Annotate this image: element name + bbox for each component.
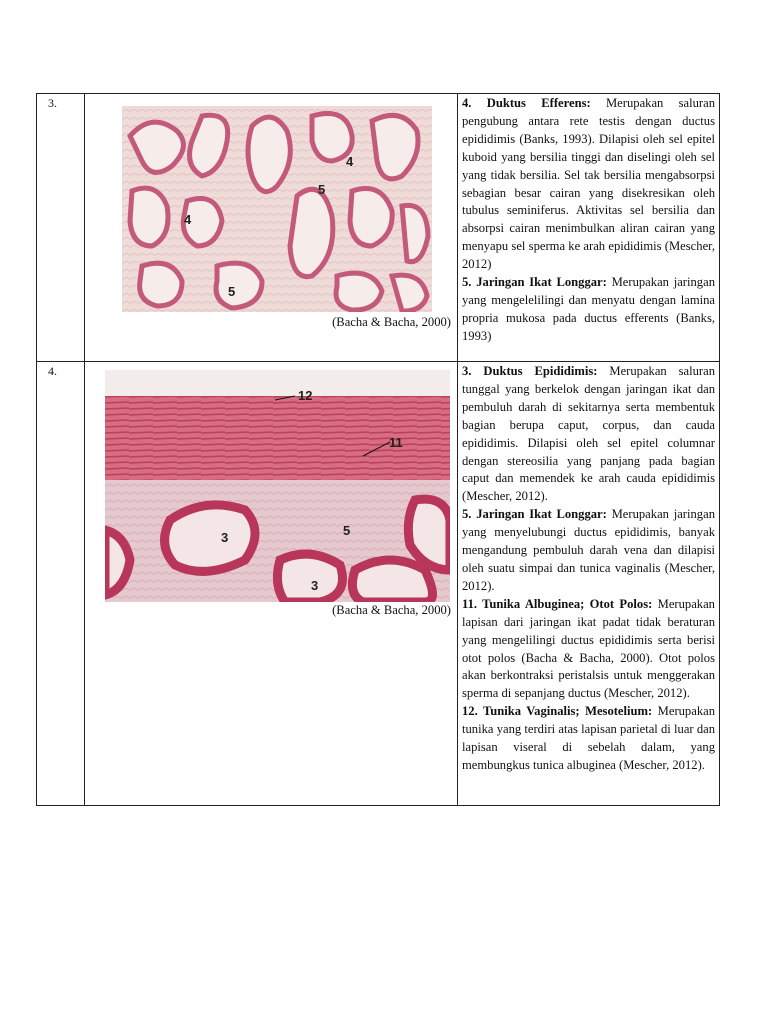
entry-tunika-vaginalis: 12. Tunika Vaginalis; Mesotelium: Merupakan tunika yang terdiri atas lapisan parietal di luar dan lapisan viseral di sebelah dalam, yang membungkus tunica albuginea (Mescher, 2012). <box>462 704 716 772</box>
entry-duktus-epididimis: 3. Duktus Epididimis: Merupakan saluran tunggal yang berkelok dengan jaringan ikat dan pembuluh darah di sekitarnya serta membentuk bagian berupa caput, corpus, dan cauda epididimis. Dilapisi oleh sel epitel columnar dengan stereosilia yang panjang pada bagian caput dan memendek ke arah cauda epididimis (Mescher, 2012). <box>462 364 716 504</box>
figure-label: 12 <box>298 388 313 403</box>
description-cell <box>458 94 720 362</box>
micrograph-duktus-efferens <box>122 106 432 312</box>
table-row <box>37 362 720 806</box>
figure-label: 5 <box>228 284 236 299</box>
entry-jaringan-ikat-longgar: 5. Jaringan Ikat Longgar: Merupakan jaringan yang mengelelilingi dan menyatu dengan lamina propria mukosa pada ductus efferents (Banks, 1993) <box>462 275 715 343</box>
figure-label: 3 <box>311 578 319 593</box>
description-cell <box>458 362 720 806</box>
figure-label: 3 <box>221 530 229 545</box>
figure-label: 4 <box>346 154 354 169</box>
row-number: 4. <box>37 362 85 806</box>
figure-cell <box>85 362 458 806</box>
micrograph-duktus-epididimis <box>105 370 450 602</box>
entry-duktus-efferens: 4. Duktus Efferens: Merupakan saluran pengubung antara rete testis dengan ductus epididimis (Banks, 1993). Dilapisi oleh sel epitel kuboid yang bersilia tinggi dan diselingi oleh sel yang tidak bersilia. Sel tak bersilia mengabsorpsi sebagian besar cairan yang disekresikan oleh tubulus seminiferus. Aktivitas sel bersilia dan absorpsi cairan menimbulkan aliran cairan yang menyapu sel sperma ke arah epididimis (Mescher, 2012) <box>462 96 716 272</box>
figure-caption: (Bacha & Bacha, 2000) <box>332 315 451 329</box>
entry-jaringan-ikat-longgar: 5. Jaringan Ikat Longgar: Merupakan jaringan yang menyelubungi ductus epididimis, banyak mengandung pembuluh darah vena dan dilapisi oleh suatu simpai dan tunica vaginalis (Mescher, 2012). <box>462 507 715 593</box>
figure-cell <box>85 94 458 362</box>
table-row <box>37 94 720 362</box>
histology-table <box>36 93 720 806</box>
figure-label: 4 <box>184 212 192 227</box>
figure-label: 11 <box>389 435 403 450</box>
entry-tunika-albuginea: 11. Tunika Albuginea; Otot Polos: Merupakan lapisan dari jaringan ikat padat tidak beraturan yang mengelilingi ductus epididimis serta berisi otot polos (Bacha & Bacha, 2000). Otot polos akan berkontraksi peristalsis untuk menggerakan sperma di sepanjang ductus (Mescher, 2012). <box>462 596 715 701</box>
figure-caption: (Bacha & Bacha, 2000) <box>332 603 451 617</box>
figure-label: 5 <box>343 523 351 538</box>
row-number: 3. <box>37 94 85 362</box>
figure-label: 5 <box>318 182 326 197</box>
